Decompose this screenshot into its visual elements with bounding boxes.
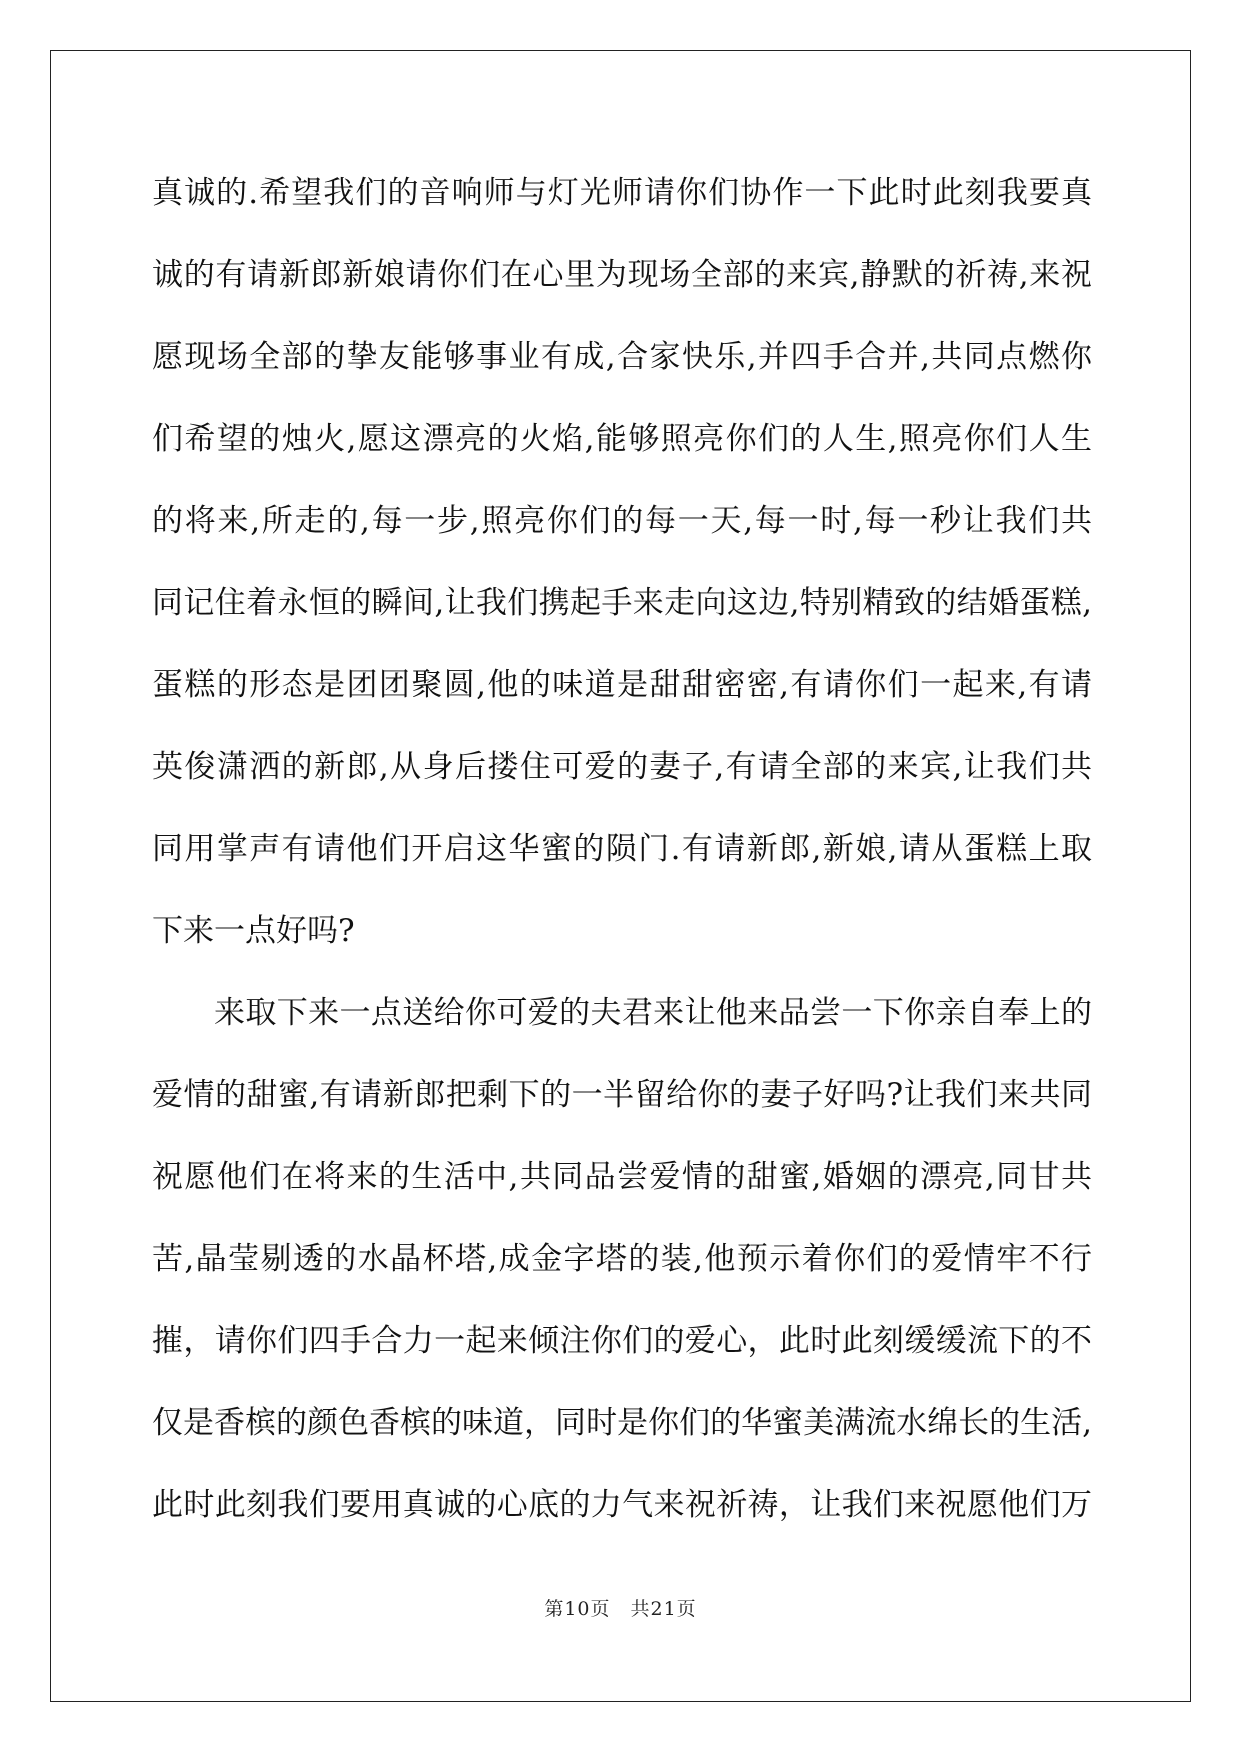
document-body bbox=[152, 152, 1092, 1546]
text-line: 的将来,所走的,每一步,照亮你们的每一天,每一时,每一秒让我们共 bbox=[152, 503, 1092, 539]
text-line: 此时此刻我们要用真诚的心底的力气来祝祈祷，让我们来祝愿他们万 bbox=[152, 1487, 1092, 1523]
text-line: 祝愿他们在将来的生活中,共同品尝爱情的甜蜜,婚姻的漂亮,同甘共 bbox=[152, 1159, 1092, 1195]
text-line: 苦,晶莹剔透的水晶杯塔,成金字塔的装,他预示着你们的爱情牢不行 bbox=[152, 1241, 1092, 1277]
text-line: 真诚的.希望我们的音响师与灯光师请你们协作一下此时此刻我要真 bbox=[152, 175, 1092, 211]
text-line: 来取下来一点送给你可爱的夫君来让他来品尝一下你亲自奉上的 bbox=[214, 995, 1092, 1031]
text-line: 诚的有请新郎新娘请你们在心里为现场全部的来宾,静默的祈祷,来祝 bbox=[152, 257, 1092, 293]
text-line: 英俊潇洒的新郎,从身后搂住可爱的妻子,有请全部的来宾,让我们共 bbox=[152, 749, 1092, 785]
text-line: 摧，请你们四手合力一起来倾注你们的爱心，此时此刻缓缓流下的不 bbox=[152, 1323, 1092, 1359]
page-number-footer: 第10页 共21页 bbox=[544, 1598, 697, 1620]
text-line: 下来一点好吗? bbox=[152, 913, 355, 949]
text-line: 蛋糕的形态是团团聚圆,他的味道是甜甜密密,有请你们一起来,有请 bbox=[152, 667, 1092, 703]
text-line: 们希望的烛火,愿这漂亮的火焰,能够照亮你们的人生,照亮你们人生 bbox=[152, 421, 1092, 457]
text-line: 同用掌声有请他们开启这华蜜的陨门.有请新郎,新娘,请从蛋糕上取 bbox=[152, 831, 1092, 867]
text-line: 同记住着永恒的瞬间,让我们携起手来走向这边,特别精致的结婚蛋糕, bbox=[152, 585, 1092, 621]
text-line: 仅是香槟的颜色香槟的味道，同时是你们的华蜜美满流水绵长的生活, bbox=[152, 1405, 1092, 1441]
text-line: 爱情的甜蜜,有请新郎把剩下的一半留给你的妻子好吗?让我们来共同 bbox=[152, 1077, 1092, 1113]
text-line: 愿现场全部的挚友能够事业有成,合家快乐,并四手合并,共同点燃你 bbox=[152, 339, 1092, 375]
